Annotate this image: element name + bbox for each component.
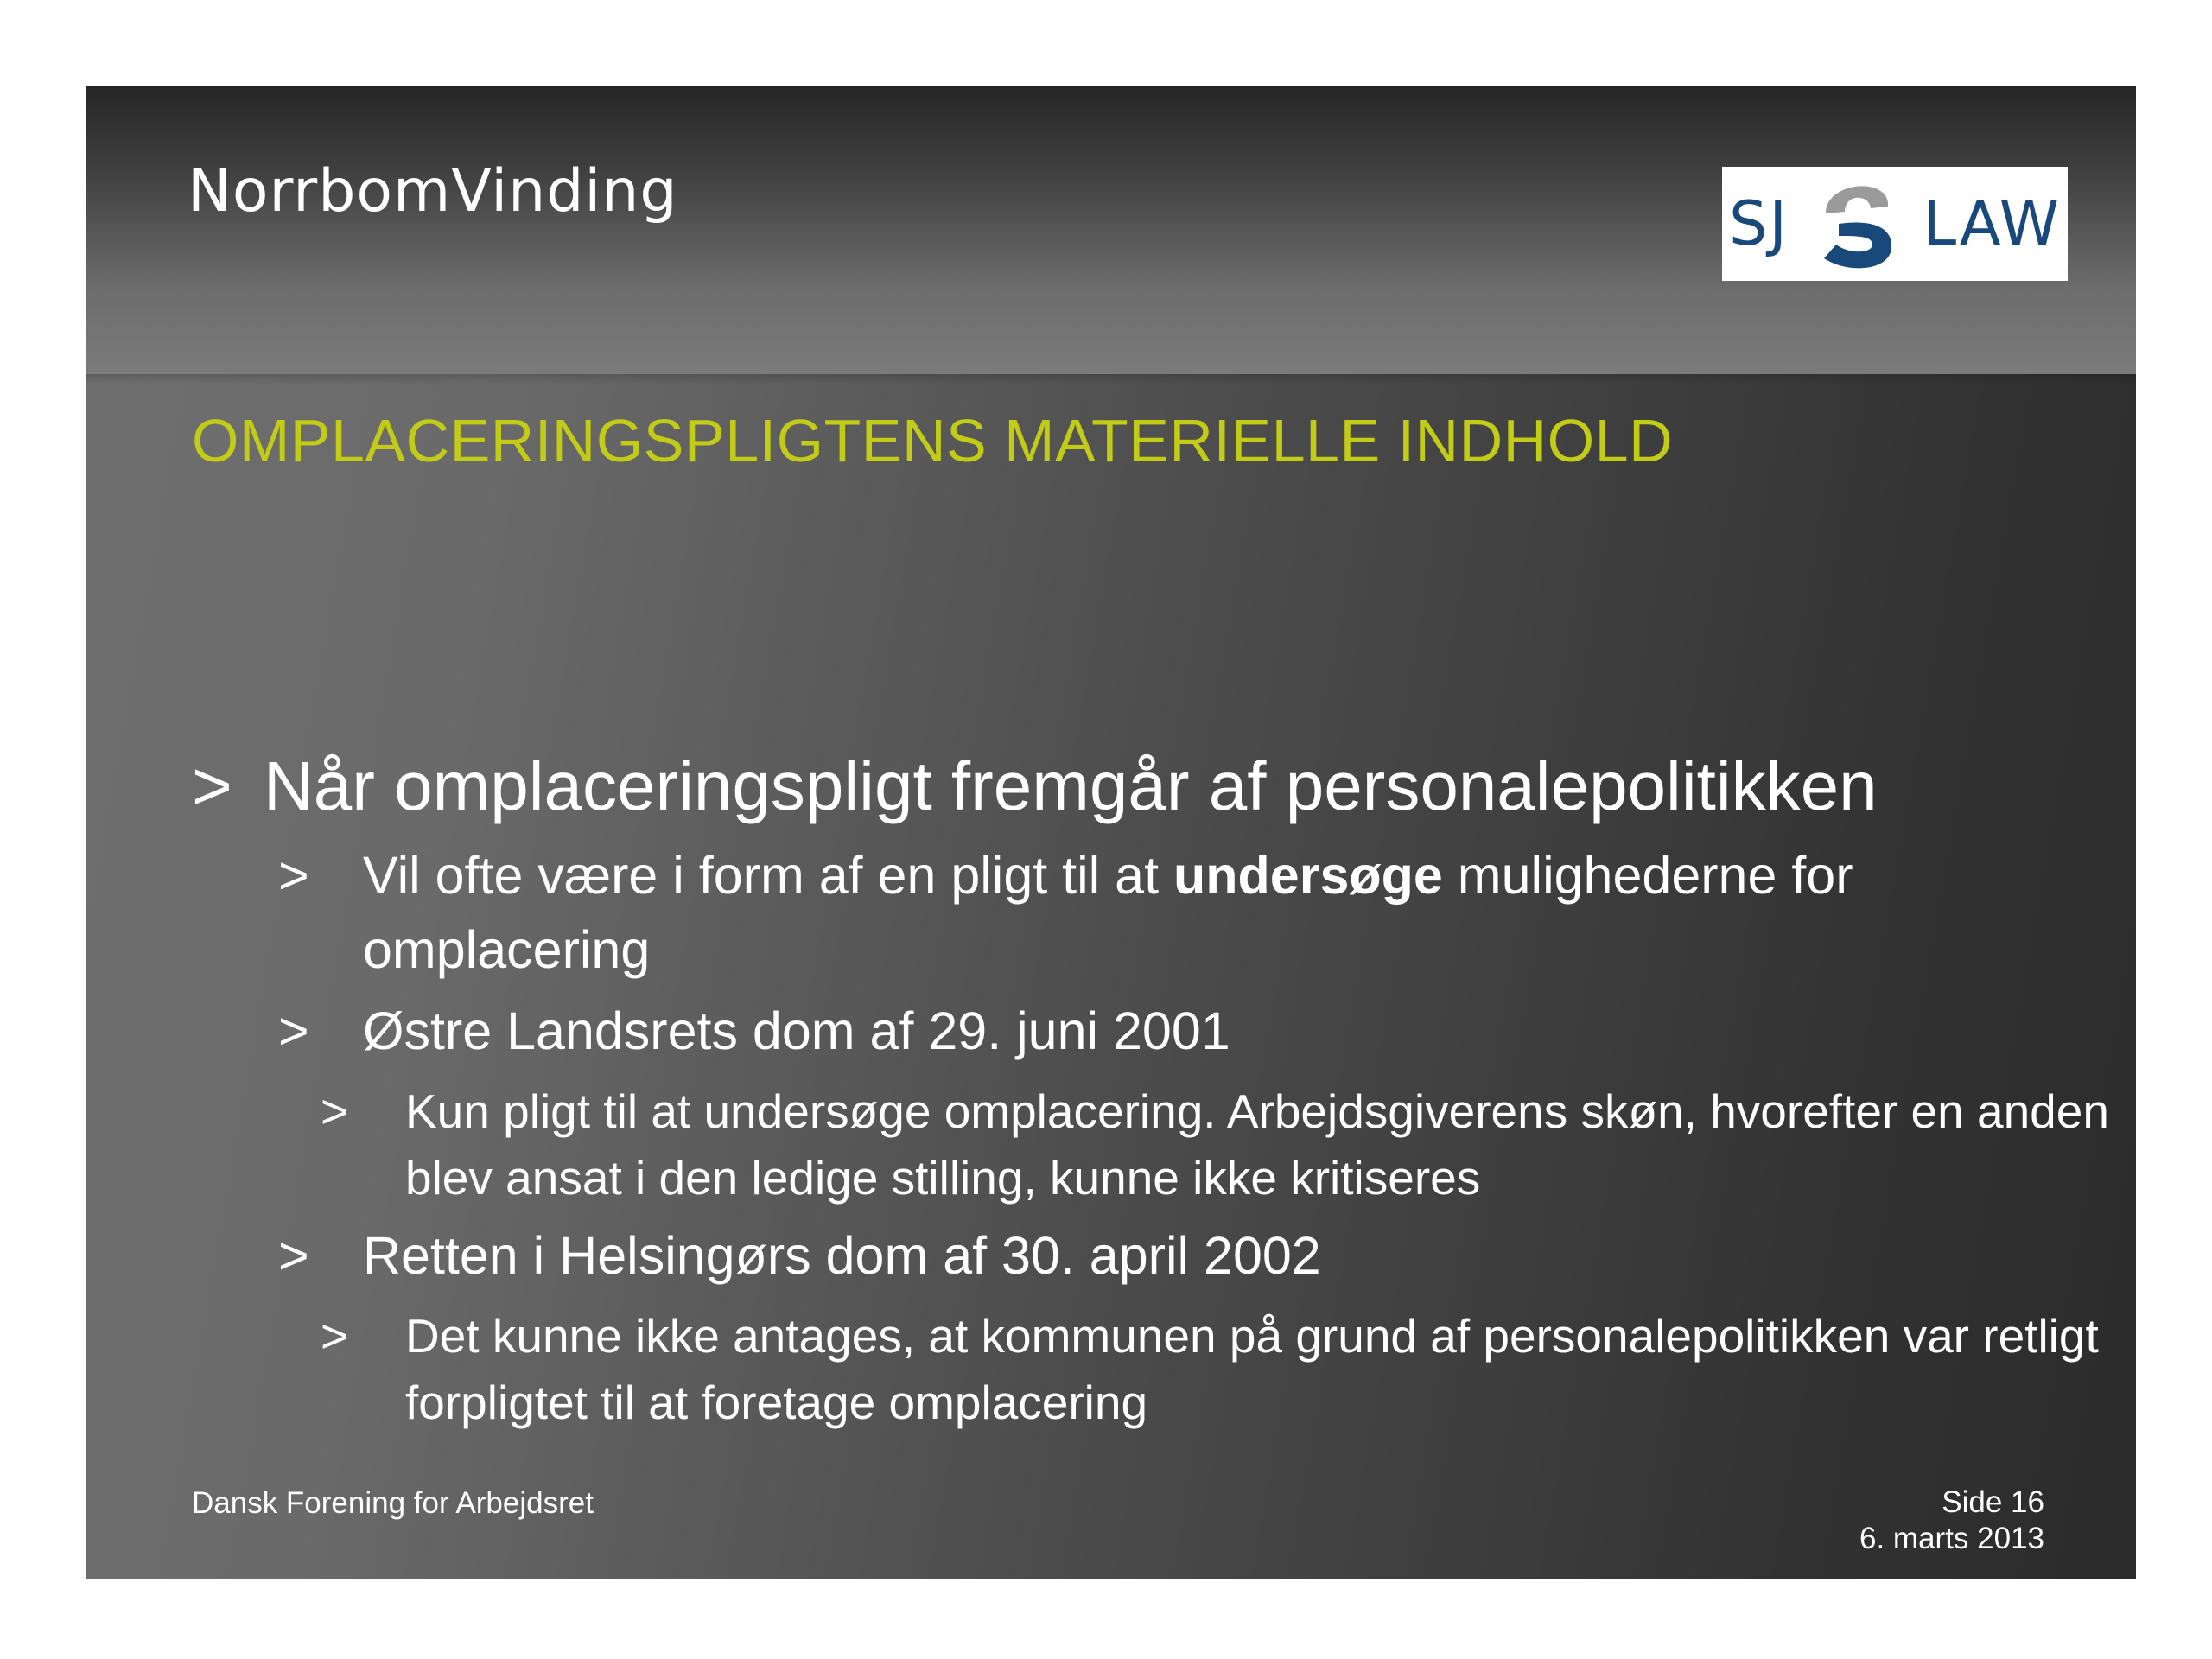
norrbom-vinding-logo: NorrbomVinding <box>188 157 678 226</box>
bullet-level2 <box>192 1218 2110 1293</box>
sj-law-logo-right-text: LAW <box>1923 188 2061 259</box>
sj-law-logo-left-text: SJ <box>1729 188 1789 259</box>
bullet-level2 <box>192 994 2110 1068</box>
bullet-text: Det kunne ikke antages, at kommunen på grund af personalepolitikken var retligt forpligtet til at foretage omplacering <box>405 1309 2099 1429</box>
bullet-level2 <box>192 838 2110 987</box>
bullet-level3 <box>192 1303 2110 1436</box>
sj-law-swirl-icon <box>1808 172 1904 276</box>
bullet-text-pre: Vil ofte være i form af en pligt til at <box>363 846 1173 905</box>
bullet-arrow: > <box>278 846 309 905</box>
slide-title: OMPLACERINGSPLIGTENS MATERIELLE INDHOLD <box>192 407 1674 474</box>
slide <box>86 86 2136 1579</box>
bullet-arrow: > <box>192 747 232 824</box>
sj-law-logo <box>1722 167 2068 281</box>
bullet-text-bold: undersøge <box>1173 846 1443 905</box>
bullet-arrow: > <box>278 1001 309 1060</box>
footer-organization: Dansk Forening for Arbejdsret <box>192 1486 594 1520</box>
page-number: Side 16 <box>1942 1485 2044 1519</box>
bullet-arrow: > <box>278 1226 309 1285</box>
bullet-list <box>192 743 2110 1436</box>
footer-page-info <box>1859 1484 2044 1557</box>
bullet-text: Retten i Helsingørs dom af 30. april 2002 <box>363 1226 1321 1285</box>
slide-date: 6. marts 2013 <box>1859 1522 2044 1555</box>
bullet-arrow: > <box>321 1309 349 1363</box>
bullet-arrow: > <box>321 1084 349 1138</box>
bullet-text: Østre Landsrets dom af 29. juni 2001 <box>363 1001 1230 1060</box>
bullet-text-post: mulighederne for omplacering <box>363 846 1853 979</box>
bullet-text: Når omplaceringspligt fremgår af personalepolitikken <box>264 747 1878 824</box>
bullet-level3 <box>192 1078 2110 1211</box>
bullet-level1 <box>192 743 2110 830</box>
bullet-text: Kun pligt til at undersøge omplacering. Arbejdsgiverens skøn, hvorefter en anden blev ansat i den ledige stilling, kunne ikke kritiseres <box>405 1084 2109 1205</box>
